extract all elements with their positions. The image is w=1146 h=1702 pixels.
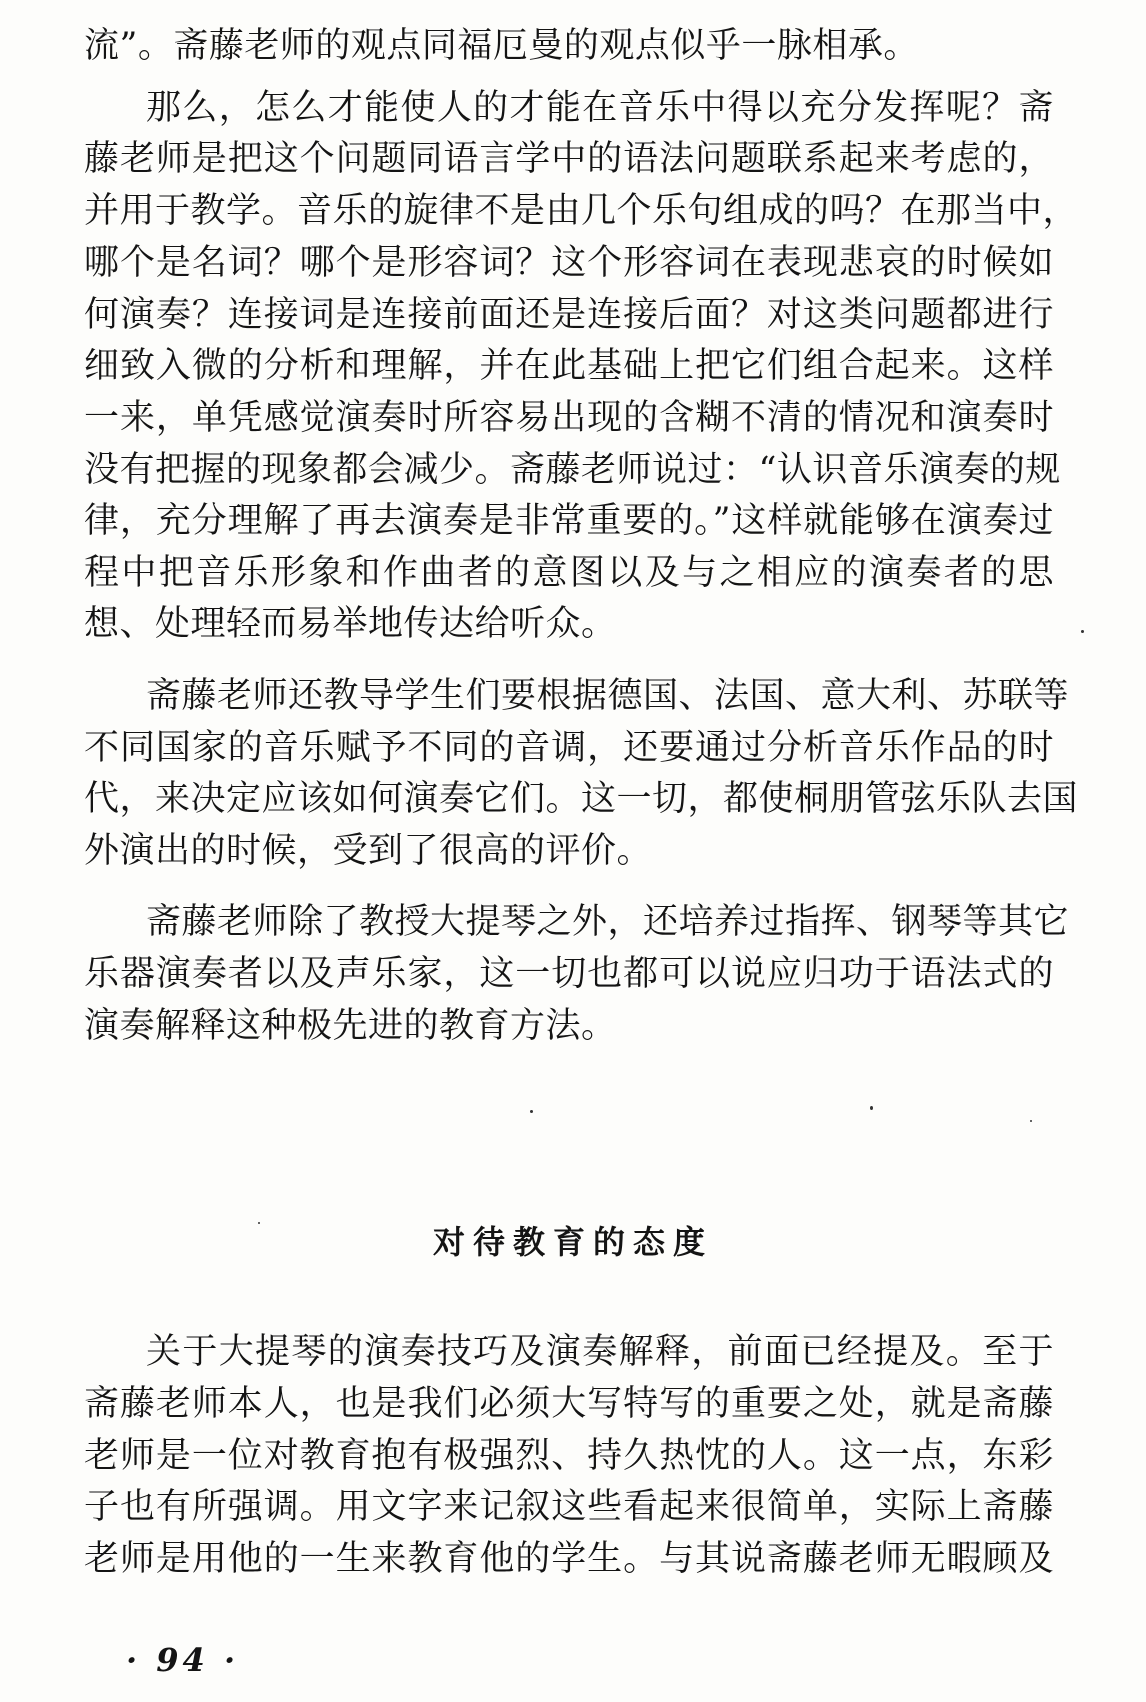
text-line: 关于大提琴的演奏技巧及演奏解释，前面已经提及。至于 bbox=[146, 1332, 1054, 1372]
text-line: 没有把握的现象都会减少。斋藤老师说过：“认识音乐演奏的规 bbox=[84, 450, 1061, 490]
text-line: 子也有所强调。用文字来记叙这些看起来很简单，实际上斋藤 bbox=[84, 1487, 1054, 1527]
scan-speck bbox=[530, 1110, 533, 1113]
text-line: 乐器演奏者以及声乐家，这一切也都可以说应归功于语法式的 bbox=[84, 954, 1054, 994]
text-line: 代，来决定应该如何演奏它们。这一切，都使桐朋管弦乐队去国 bbox=[84, 779, 1079, 819]
text-line: 藤老师是把这个问题同语言学中的语法问题联系起来考虑的， bbox=[84, 139, 1054, 179]
text-line: 并用于教学。音乐的旋律不是由几个乐句组成的吗？在那当中， bbox=[84, 191, 1079, 231]
page-number: · 94 · bbox=[126, 1641, 240, 1679]
text-line: 哪个是名词？哪个是形容词？这个形容词在表现悲哀的时候如 bbox=[84, 243, 1054, 283]
scan-speck bbox=[1030, 1120, 1032, 1122]
text-line: 那么，怎么才能使人的才能在音乐中得以充分发挥呢？斋 bbox=[146, 88, 1054, 128]
text-line: 律，充分理解了再去演奏是非常重要的。”这样就能够在演奏过 bbox=[84, 501, 1054, 541]
text-line: 斋藤老师本人，也是我们必须大写特写的重要之处，就是斋藤 bbox=[84, 1384, 1054, 1424]
text-line: 一来，单凭感觉演奏时所容易出现的含糊不清的情况和演奏时 bbox=[84, 398, 1054, 438]
scan-speck bbox=[1081, 630, 1084, 633]
text-line: 演奏解释这种极先进的教育方法。 bbox=[84, 1006, 617, 1046]
text-line: 何演奏？连接词是连接前面还是连接后面？对这类问题都进行 bbox=[84, 295, 1054, 335]
text-line: 斋藤老师还教导学生们要根据德国、法国、意大利、苏联等 bbox=[146, 676, 1070, 716]
text-line: 外演出的时候，受到了很高的评价。 bbox=[84, 831, 653, 871]
text-line: 想、处理轻而易举地传达给听众。 bbox=[84, 604, 617, 644]
text-line: 不同国家的音乐赋予不同的音调，还要通过分析音乐作品的时 bbox=[84, 728, 1054, 768]
text-line: 老师是用他的一生来教育他的学生。与其说斋藤老师无暇顾及 bbox=[84, 1539, 1054, 1579]
text-line: 流”。斋藤老师的观点同福厄曼的观点似乎一脉相承。 bbox=[84, 26, 919, 66]
text-line: 细致入微的分析和理解，并在此基础上把它们组合起来。这样 bbox=[84, 346, 1054, 386]
text-line: 老师是一位对教育抱有极强烈、持久热忱的人。这一点，东彩 bbox=[84, 1436, 1054, 1476]
text-line: 程中把音乐形象和作曲者的意图以及与之相应的演奏者的思 bbox=[84, 553, 1054, 593]
scan-speck bbox=[870, 1106, 873, 1110]
text-line: 斋藤老师除了教授大提琴之外，还培养过指挥、钢琴等其它 bbox=[146, 902, 1070, 942]
section-heading: 对待教育的态度 bbox=[432, 1223, 713, 1261]
